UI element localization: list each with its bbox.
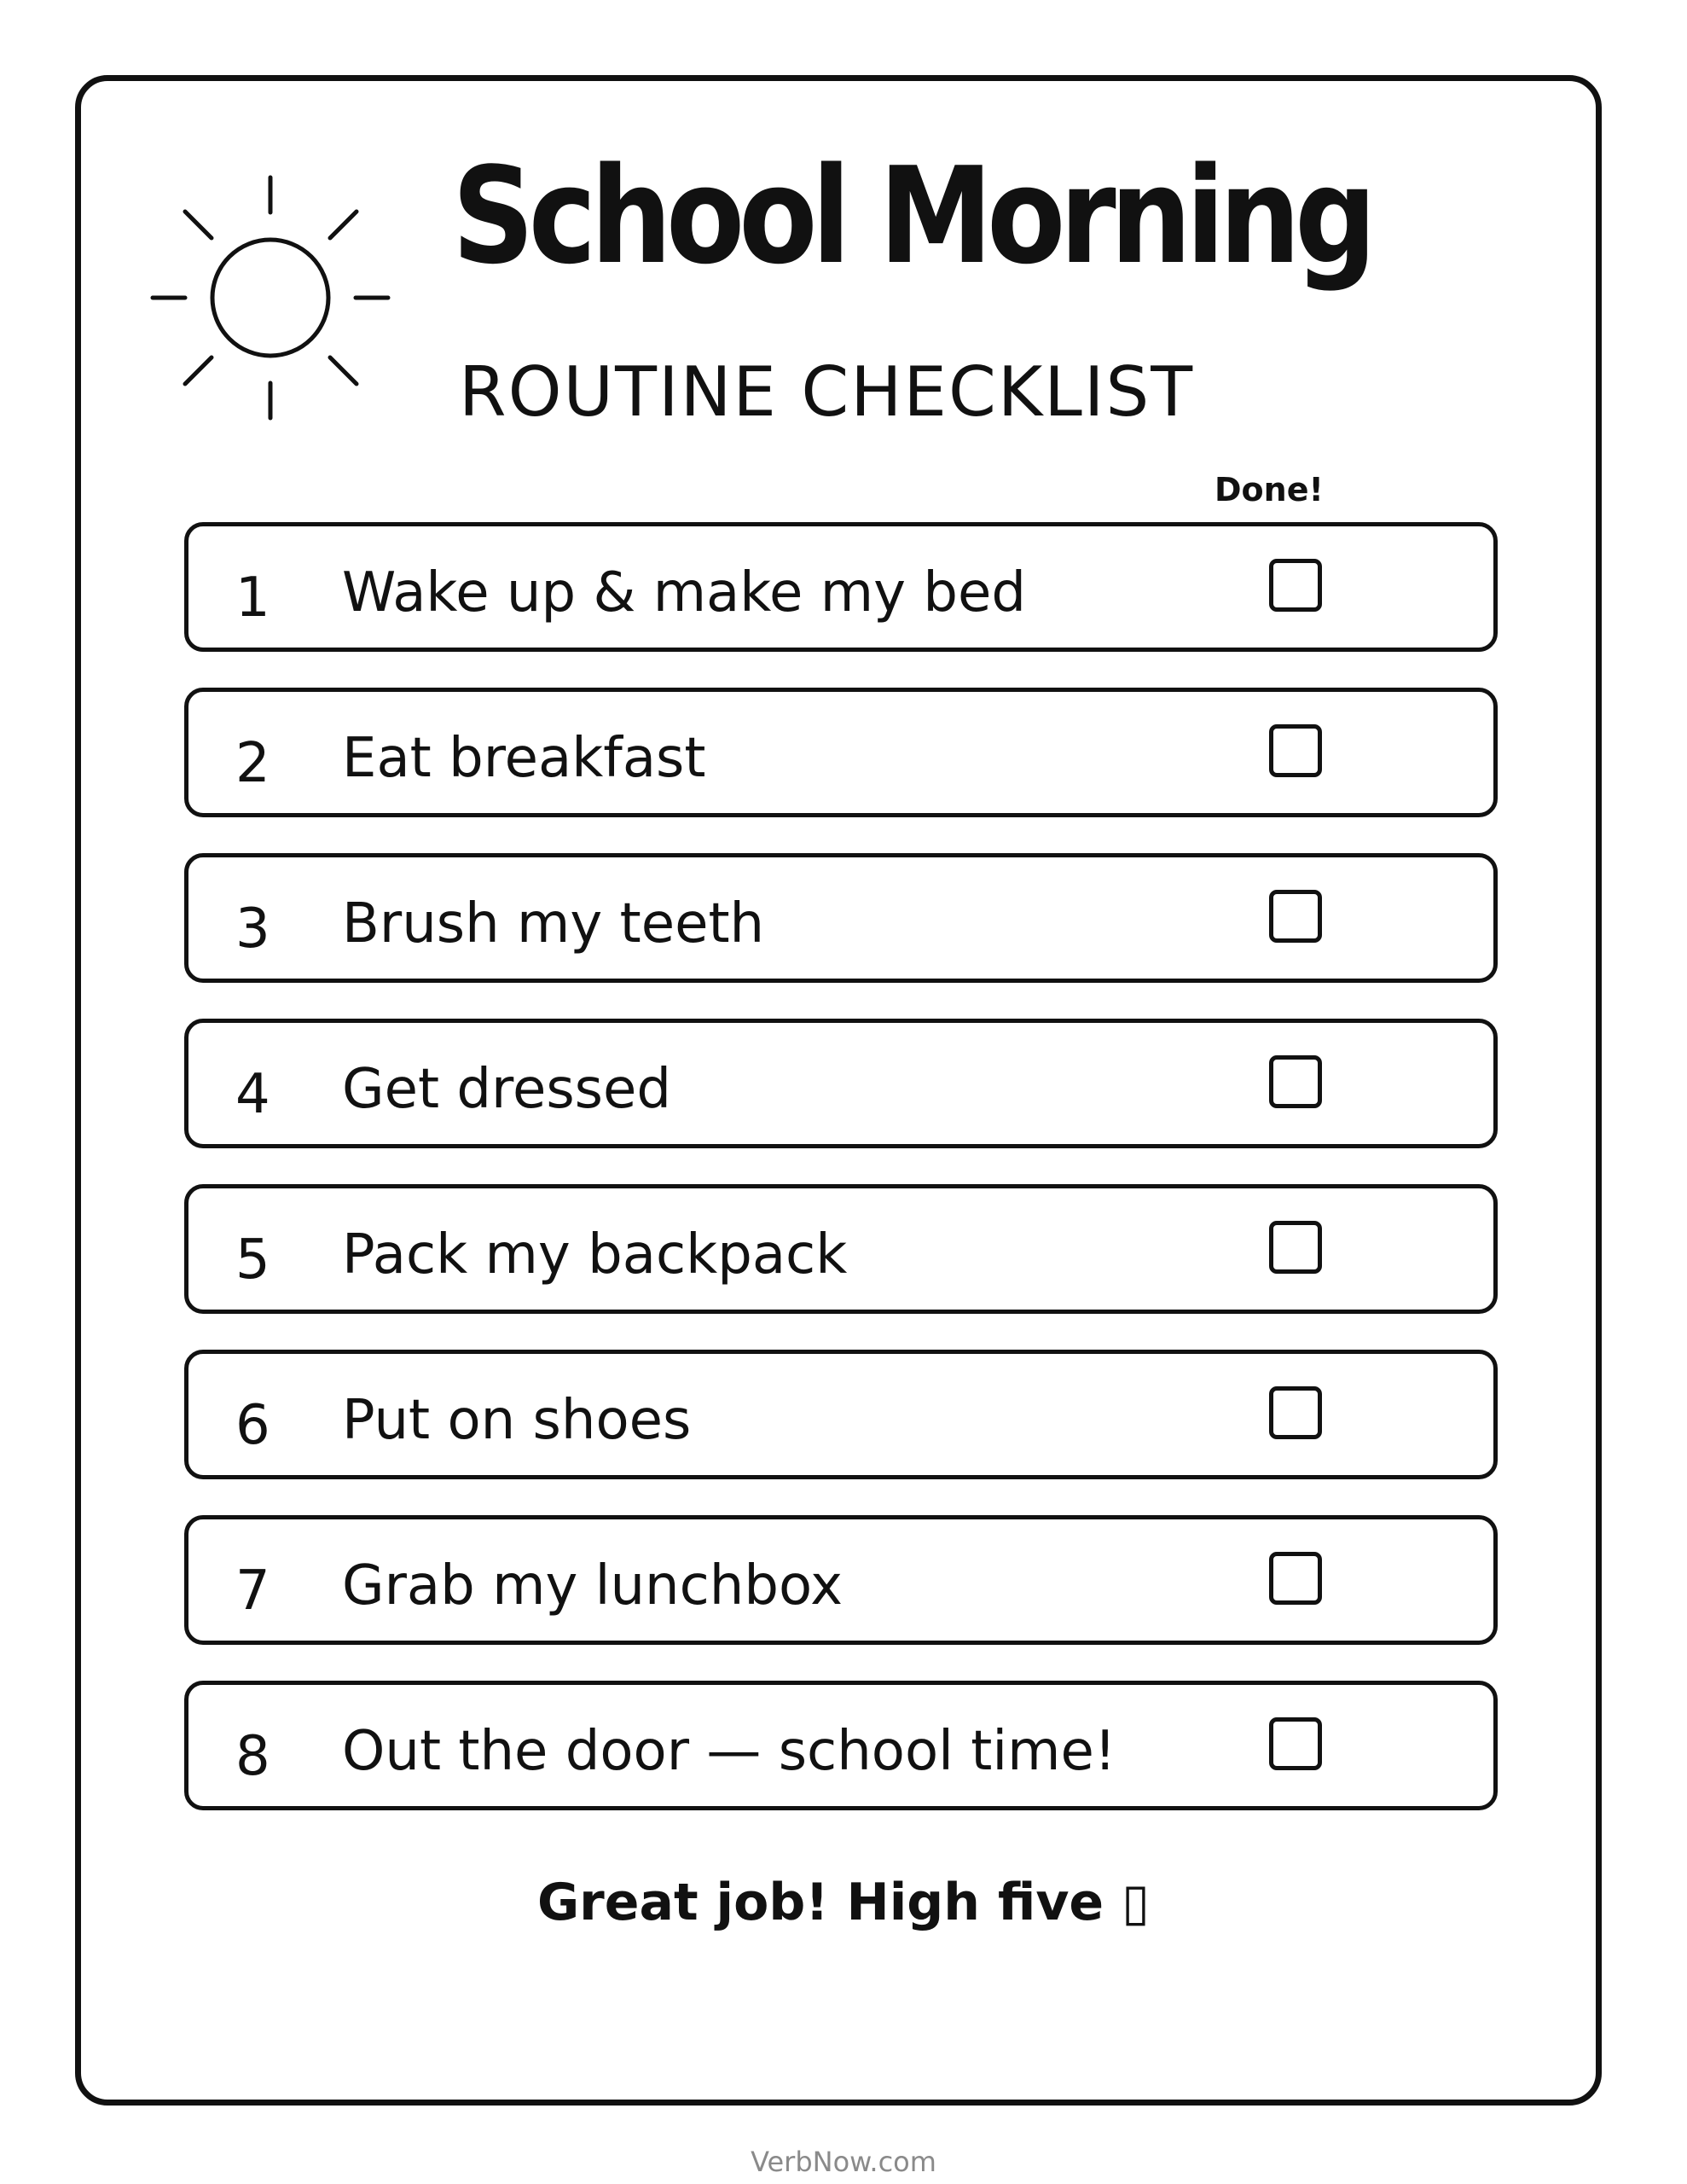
page-subtitle: ROUTINE CHECKLIST — [459, 352, 1195, 432]
task-label: Brush my teeth — [342, 892, 765, 956]
task-checkbox-empty-checkbox-icon[interactable] — [1269, 1386, 1322, 1439]
task-label: Wake up & make my bed — [342, 561, 1026, 624]
task-number: 4 — [235, 1063, 270, 1126]
task-number: 2 — [235, 732, 270, 795]
task-label: Eat breakfast — [342, 727, 706, 790]
task-row — [184, 1019, 1498, 1148]
watermark: VerbNow.com — [751, 2146, 936, 2178]
task-label: Pack my backpack — [342, 1223, 848, 1287]
task-label: Put on shoes — [342, 1389, 692, 1452]
task-label: Get dressed — [342, 1058, 671, 1121]
footer-message: Great job! High five ▯ — [536, 1873, 1151, 1932]
task-label: Grab my lunchbox — [342, 1554, 843, 1618]
task-row — [184, 688, 1498, 817]
task-row — [184, 1184, 1498, 1314]
task-number: 7 — [235, 1560, 270, 1623]
task-checkbox-empty-checkbox-icon[interactable] — [1269, 724, 1322, 777]
task-row — [184, 1681, 1498, 1810]
task-row — [184, 522, 1498, 652]
task-row — [184, 1350, 1498, 1479]
task-checkbox-empty-checkbox-icon[interactable] — [1269, 1221, 1322, 1274]
task-number: 5 — [235, 1228, 270, 1292]
sun-icon — [147, 172, 394, 424]
task-checkbox-empty-checkbox-icon[interactable] — [1269, 890, 1322, 943]
task-checkbox-empty-checkbox-icon[interactable] — [1269, 1055, 1322, 1108]
page-title: School Morning — [452, 138, 1371, 293]
task-number: 6 — [235, 1394, 270, 1457]
task-list — [184, 522, 1498, 1846]
task-row — [184, 1515, 1498, 1645]
task-number: 3 — [235, 897, 270, 961]
task-label: Out the door — school time! — [342, 1720, 1116, 1783]
task-checkbox-empty-checkbox-icon[interactable] — [1269, 1552, 1322, 1605]
task-row — [184, 853, 1498, 983]
task-checkbox-empty-checkbox-icon[interactable] — [1269, 1717, 1322, 1770]
task-number: 8 — [235, 1725, 270, 1788]
task-number: 1 — [235, 566, 270, 630]
task-checkbox-empty-checkbox-icon[interactable] — [1269, 559, 1322, 612]
done-column-header: Done! — [1215, 471, 1324, 508]
